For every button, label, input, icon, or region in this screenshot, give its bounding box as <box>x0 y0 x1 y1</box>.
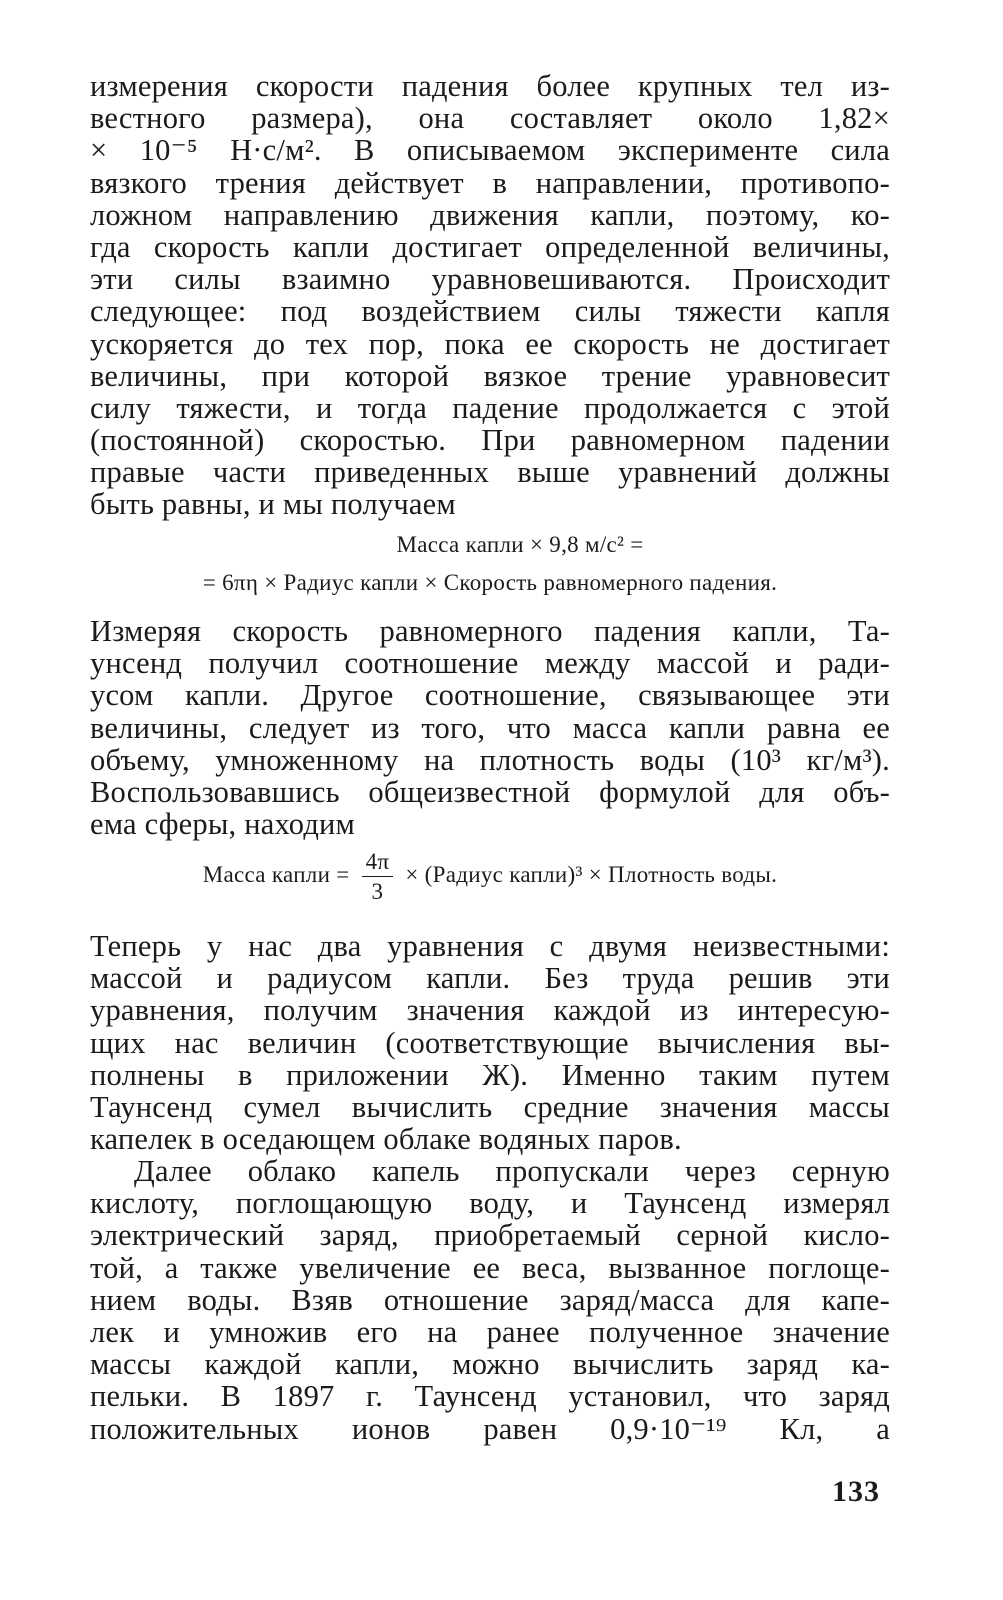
text-line: ложном направлению движения капли, поэтому, ко- <box>90 197 890 232</box>
fraction-numerator: 4π <box>362 850 394 877</box>
text-line: массы каждой капли, можно вычислить заряд ка- <box>90 1347 890 1382</box>
text-line: унсенд получил соотношение между массой и ради- <box>90 646 890 681</box>
text-line: ускоряется до тех пор, пока ее скорость не достигает <box>90 326 890 361</box>
text-line: объему, умноженному на плотность воды (10³ кг/м³). <box>90 742 890 777</box>
text-line: Воспользовавшись общеизвестной формулой для объ- <box>90 774 890 809</box>
text-line: вестного размера), она составляет около 1,82× <box>90 101 890 136</box>
formula-1-line-1: Масса капли × 9,8 м/с² = <box>396 532 644 557</box>
text-line: измерения скорости падения более крупных тел из- <box>90 69 890 103</box>
text-line: Таунсенд сумел вычислить средние значения массы <box>90 1089 890 1124</box>
text-line: эти силы взаимно уравновешиваются. Происходит <box>90 262 890 297</box>
text-line: лек и умножив его на ранее полученное значение <box>90 1314 890 1349</box>
text-line: быть равны, и мы получаем <box>90 487 456 522</box>
text-line: щих нас величин (соответствующие вычисления вы- <box>90 1025 890 1060</box>
paragraph-1 <box>90 70 890 521</box>
text-line: электрический заряд, приобретаемый серной кисло- <box>90 1218 890 1253</box>
text-line: кислоту, поглощающую воду, и Таунсенд измерял <box>90 1186 890 1221</box>
text-line: (постоянной) скоростью. При равномерном падении <box>90 423 890 458</box>
text-line: Далее облако капель пропускали через серную <box>134 1154 890 1188</box>
text-line: положительных ионов равен 0,9·10⁻¹⁹ Кл, а <box>90 1411 890 1446</box>
text-line: капелек в оседающем облаке водяных паров. <box>90 1122 682 1157</box>
fraction-denominator: 3 <box>371 879 384 904</box>
text-line: силу тяжести, и тогда падение продолжается с этой <box>90 390 890 425</box>
fraction <box>362 850 394 903</box>
text-line: вязкого трения действует в направлении, противопо- <box>90 165 890 200</box>
formula-1-line-2: = 6πη × Радиус капли × Скорость равномерного падения. <box>202 570 778 595</box>
text-line: гда скорость капли достигает определенной величины, <box>90 229 890 264</box>
text-line: следующее: под воздействием силы тяжести капля <box>90 294 890 329</box>
paragraph-2 <box>90 615 890 840</box>
text-line: ема сферы, находим <box>90 807 356 842</box>
text-line: правые части приведенных выше уравнений должны <box>90 455 890 490</box>
text-line: нием воды. Взяв отношение заряд/масса для капе- <box>90 1282 890 1317</box>
text-line: той, а также увеличение ее веса, вызванное поглоще- <box>90 1250 890 1285</box>
text-line: × 10⁻⁵ Н·с/м². В описываемом эксперименте сила <box>90 133 890 168</box>
text-line: Теперь у нас два уравнения с двумя неизвестными: <box>90 929 890 963</box>
text-line: полнены в приложении Ж). Именно таким путем <box>90 1057 890 1092</box>
paragraph-3 <box>90 930 890 1155</box>
formula-2 <box>90 850 890 903</box>
formula-2-right: × (Радиус капли)³ × Плотность воды. <box>405 861 778 887</box>
formula-2-left: Масса капли = <box>202 861 350 887</box>
text-line: величины, следует из того, что масса капли равна ее <box>90 710 890 745</box>
text-line: массой и радиусом капли. Без труда решив эти <box>90 961 890 996</box>
text-line: уравнения, получим значения каждой из интересую- <box>90 993 890 1028</box>
text-line: усом капли. Другое соотношение, связывающее эти <box>90 678 890 713</box>
paragraph-4 <box>90 1155 890 1445</box>
text-line: величины, при которой вязкое трение уравновесит <box>90 358 890 393</box>
text-line: Измеряя скорость равномерного падения капли, Та- <box>90 614 890 648</box>
text-line: пельки. В 1897 г. Таунсенд установил, что заряд <box>90 1379 890 1414</box>
page-number: 133 <box>832 1475 880 1508</box>
